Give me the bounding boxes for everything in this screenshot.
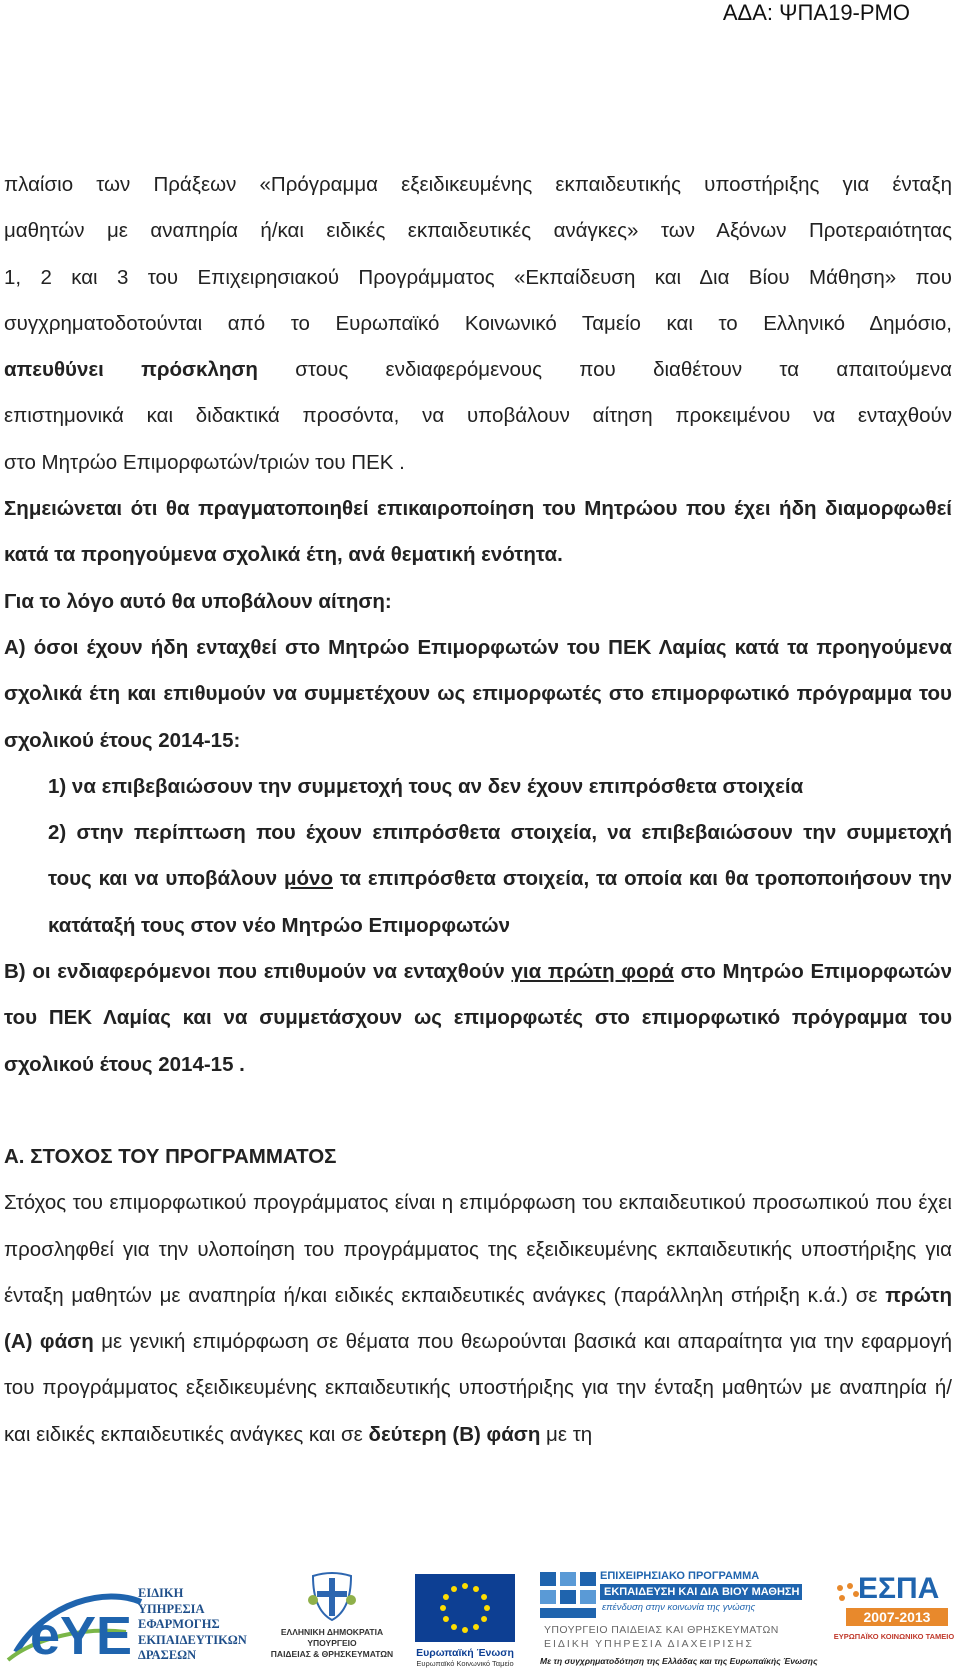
espa-fund: ΕΥΡΩΠΑΪΚΟ ΚΟΙΝΩΝΙΚΟ ΤΑΜΕΙΟ [833,1632,955,1641]
paragraph-text: με τη [540,1422,593,1446]
eu-text: Ευρωπαϊκή Ένωση [416,1647,514,1659]
ministry-text: ΠΑΙΔΕΙΑΣ & ΘΡΗΣΚΕΥΜΑΤΩΝ [270,1649,394,1659]
ministry-text: ΕΛΛΗΝΙΚΗ ΔΗΜΟΚΡΑΤΙΑ [280,1627,384,1637]
phase-a-bold: πρώτη (Α) φάση [4,1283,952,1354]
list-item [4,810,952,949]
ada-header: ΑΔΑ: ΨΠΑ19-ΡΜΟ [722,0,910,25]
paragraph-line: στο Μητρώο Επιμορφωτών/τριών του ΠΕΚ . [4,450,405,474]
eu-star [473,1586,479,1592]
ep-text: ΕΙΔΙΚΗ ΥΠΗΡΕΣΙΑ ΔΙΑΧΕΙΡΙΣΗΣ [544,1638,754,1650]
paragraph-text: στο Μητρώο Επιμορφωτών του ΠΕΚ Λαμίας και να συμμετάσχουν ως επιμορφωτές στο επιμορφωτικό πρόγραμμα του σχολικού έτους 2014-15 . [4,960,953,1076]
espa-years: 2007-2013 [846,1608,948,1626]
greek-emblem-icon [307,1570,357,1622]
eu-star [473,1624,479,1630]
paragraph-line [4,347,952,393]
eu-star [443,1616,449,1622]
spacer [4,1088,952,1134]
espa-logo [832,1572,956,1662]
eu-star [462,1583,468,1589]
eu-logo [410,1574,520,1670]
case-a-paragraph: Α) όσοι έχουν ήδη ενταχθεί στο Μητρώο Επιμορφωτών του ΠΕΚ Λαμίας κατά τα προηγούμενα σχολικά έτη και επιθυμούν να συμμετέχουν ως επιμορφωτές στο επιμορφωτικό πρόγραμμα του σχολικού έτους 2014-15: [4,635,952,752]
eye-text: ΕΚΠΑΙΔΕΥΤΙΚΩΝ [138,1632,247,1647]
eu-star [484,1605,490,1611]
phase-b-bold: δεύτερη (Β) φάση [368,1422,541,1446]
list-item-text: 2) στην περίπτωση που έχουν επιπρόσθετα στοιχεία, να επιβεβαιώσουν την συμμετοχή τους και να υποβάλουν [48,821,952,891]
invitation-bold: απευθύνει πρόσκληση [4,358,258,382]
eye-mark: eYE [30,1606,133,1666]
section-title: Α. ΣΤΟΧΟΣ ΤΟΥ ΠΡΟΓΡΑΜΜΑΤΟΣ [4,1144,337,1168]
eye-text: ΕΦΑΡΜΟΓΗΣ [138,1617,220,1631]
paragraph-line: πλαίσιο των Πράξεων «Πρόγραμμα εξειδικευμένης εκπαιδευτικής υποστήριξης για ένταξη [4,173,952,196]
eu-star [451,1624,457,1630]
eu-star [443,1594,449,1600]
paragraph-text: στους ενδιαφερόμενους που διαθέτουν τα απαιτούμενα [257,358,952,382]
ep-text: ΕΠΙΧΕΙΡΗΣΙΑΚΟ ΠΡΟΓΡΑΜΜΑ [600,1570,760,1582]
case-b-paragraph [4,949,952,1088]
paragraph-line: συγχρηματοδοτούνται από το Ευρωπαϊκό Κοινωνικό Ταμείο και το Ελληνικό Δημόσιο, [4,311,952,335]
ministry-text: ΥΠΟΥΡΓΕΙΟ [307,1638,357,1648]
paragraph-line: 1, 2 και 3 του Επιχειρησιακού Προγράμματος «Εκπαίδευση και Δια Βίου Μάθηση» που [4,265,952,289]
paragraph-line: επιστημονικά και διδακτικά προσόντα, να υποβάλουν αίτηση προκειμένου να ενταχθούν [4,404,952,428]
ep-banner: ΕΚΠΑΙΔΕΥΣΗ ΚΑΙ ΔΙΑ ΒΙΟΥ ΜΑΘΗΣΗ [600,1584,802,1600]
eye-text: ΕΙΔΙΚΗ [138,1586,184,1600]
list-item: 1) να επιβεβαιώσουν την συμμετοχή τους αν δεν έχουν επιπρόσθετα στοιχεία [48,774,804,798]
ep-text: ΥΠΟΥΡΓΕΙΟ ΠΑΙΔΕΙΑΣ ΚΑΙ ΘΡΗΣΚΕΥΜΑΤΩΝ [544,1624,779,1636]
eye-text: ΥΠΗΡΕΣΙΑ [138,1601,205,1616]
ep-mark-icon [540,1572,596,1620]
list-item-text: τα επιπρόσθετα στοιχεία, τα οποία και θα τροποποιήσουν την κατάταξή τους στον νέο Μητρώο Επιμορφωτών [48,867,952,937]
paragraph-line: μαθητών με αναπηρία ή/και ειδικές εκπαιδευτικές ανάγκες» των Αξόνων Προτεραιότητας [4,219,952,243]
eu-star [481,1594,487,1600]
ep-text: επένδυση στην κοινωνία της γνώσης [602,1602,756,1613]
footer-logos [0,1562,960,1670]
eye-logo [6,1582,266,1670]
document-body [4,162,952,1458]
paragraph-text: Στόχος του επιμορφωτικού προγράμματος είναι η επιμόρφωση του εκπαιδευτικού προσωπικού που έχει προσληφθεί για την υλοποίηση του προγράμματος της εξειδικευμένης εκπαιδευτικής υποστήριξης για ένταξη μαθητών με αναπηρία ή/και ειδικές εκπαιδευτικές ανάγκες (παράλληλη στήριξη κ.ά.) σε [4,1191,952,1307]
eu-star [462,1627,468,1633]
eu-star [481,1616,487,1622]
note-paragraph: Σημειώνεται ότι θα πραγματοποιηθεί επικαιροποίηση του Μητρώου που έχει ήδη διαμορφωθεί κατά τα προηγούμενα σχολικά έτη, ανά θεματική ενότητα. [4,497,952,567]
eye-text: ΔΡΑΣΕΩΝ [138,1648,197,1662]
underlined-text: για πρώτη φορά [511,960,674,984]
goal-paragraph [4,1180,952,1458]
paragraph-text: με γενική επιμόρφωση σε θέματα που θεωρούνται βασικά και απαραίτητα για την εφαρμογή του προγράμματος εξειδικευμένης εκπαιδευτικής υποστήριξης για την ένταξη μαθητών με αναπηρία ή/και ειδικές εκπαιδευτικές ανάγκες και σε [4,1330,953,1446]
ep-logo [540,1564,818,1670]
paragraph-text: Β) οι ενδιαφερόμενοι που επιθυμούν να ενταχθούν [4,960,512,984]
eu-star [440,1605,446,1611]
eu-star [451,1586,457,1592]
eye-swoosh-icon [6,1582,146,1666]
eu-text: Ευρωπαϊκό Κοινωνικό Ταμείο [416,1659,514,1668]
applicants-intro: Για το λόγο αυτό θα υποβάλουν αίτηση: [4,589,392,613]
ministry-logo [270,1570,394,1666]
espa-title: ΕΣΠΑ [858,1572,940,1605]
ep-text: Με τη συγχρηματοδότηση της Ελλάδας και της Ευρωπαϊκής Ένωσης [540,1656,818,1666]
underlined-text: μόνο [283,867,333,891]
eu-flag-icon [415,1574,515,1642]
